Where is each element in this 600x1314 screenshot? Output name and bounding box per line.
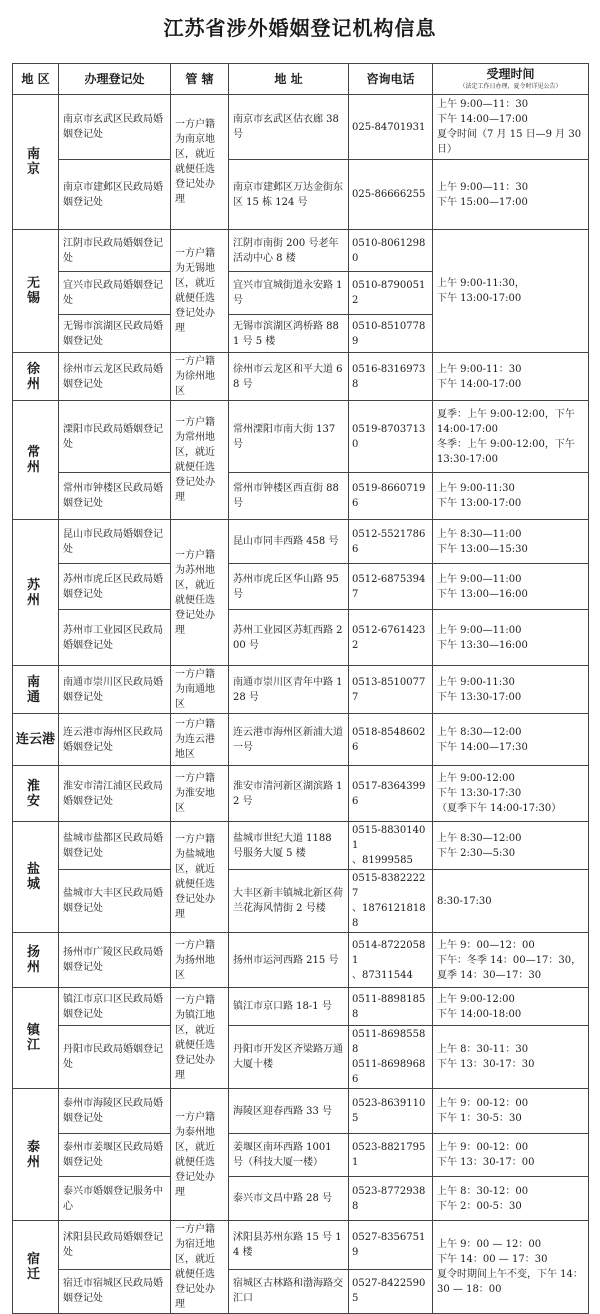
jurisdiction-cell: 一方户籍为苏州地区，就近就便任选登记处办理	[171, 520, 229, 666]
table-row	[13, 230, 589, 272]
document-title: 江苏省涉外婚姻登记机构信息	[163, 16, 437, 40]
phone-cell: 0512-67614232	[349, 610, 433, 666]
jurisdiction-cell: 一方户籍为无锡地区，就近就便任选登记处办理	[171, 230, 229, 353]
table-row	[13, 353, 589, 401]
office-cell: 徐州市云龙区民政局婚姻登记处	[59, 353, 171, 401]
address-cell: 海陵区迎春西路 33 号	[229, 1089, 349, 1134]
address-cell: 常州市钟楼区西直街 88 号	[229, 473, 349, 520]
address-cell: 南京市建邺区万达金街东区 15 栋 124 号	[229, 160, 349, 230]
jurisdiction-cell: 一方户籍为淮安地区	[171, 766, 229, 822]
address-cell: 大丰区新丰镇城北新区荷兰花海风情街 2 号楼	[229, 870, 349, 933]
hours-cell: 上午 8：30-12：00 下午 2：00-5：30	[433, 1177, 589, 1221]
phone-cell: 0511-88981858	[349, 988, 433, 1026]
hours-cell: 上午 9:00—11：30 下午 14:00—17:00 夏令时间（7 月 15 日—9 月 30 日）	[433, 95, 589, 160]
office-cell: 苏州市工业园区民政局婚姻登记处	[59, 610, 171, 666]
jurisdiction-cell: 一方户籍为扬州地区	[171, 933, 229, 988]
address-cell: 无锡市滨湖区鸿桥路 881 号 5 楼	[229, 315, 349, 353]
hours-cell: 上午 8:30—12:00 下午 2:30—5:30	[433, 822, 589, 870]
hours-cell: 8:30-17:30	[433, 870, 589, 933]
region-cell: 常 州	[13, 401, 59, 520]
office-cell: 盐城市大丰区民政局婚姻登记处	[59, 870, 171, 933]
address-cell: 丹阳市开发区齐梁路万通大厦十楼	[229, 1026, 349, 1089]
hours-cell: 上午 9：00-12：00 下午 1：30-5：30	[433, 1089, 589, 1134]
table-row	[13, 1177, 589, 1221]
address-cell: 昆山市同丰西路 458 号	[229, 520, 349, 564]
phone-cell: 0516-83169738	[349, 353, 433, 401]
table-row	[13, 610, 589, 666]
address-cell: 镇江市京口路 18-1 号	[229, 988, 349, 1026]
region-cell: 淮 安	[13, 766, 59, 822]
table-row	[13, 870, 589, 933]
region-cell: 宿 迁	[13, 1221, 59, 1314]
header-phone: 咨询电话	[349, 64, 433, 95]
table-row	[13, 520, 589, 564]
address-cell: 泰兴市文昌中路 28 号	[229, 1177, 349, 1221]
table-row	[13, 933, 589, 988]
office-cell: 宜兴市民政局婚姻登记处	[59, 272, 171, 315]
table-row	[13, 1134, 589, 1177]
header-address: 地 址	[229, 64, 349, 95]
header-office: 办理登记处	[59, 64, 171, 95]
office-cell: 常州市钟楼区民政局婚姻登记处	[59, 473, 171, 520]
hours-cell: 上午 9:00-12:00 下午 13:30-17:30 （夏季下午 14:00-17:30）	[433, 766, 589, 822]
office-cell: 宿迁市宿城区民政局婚姻登记处	[59, 1269, 171, 1313]
office-cell: 南京市建邺区民政局婚姻登记处	[59, 160, 171, 230]
phone-cell: 0510-87900512	[349, 272, 433, 315]
phone-cell: 0527-83567519	[349, 1221, 433, 1270]
address-cell: 连云港市海州区新浦大道一号	[229, 714, 349, 766]
office-cell: 泰州市姜堰区民政局婚姻登记处	[59, 1134, 171, 1177]
table-row	[13, 160, 589, 230]
address-cell: 盐城市世纪大道 1188 号服务大厦 5 楼	[229, 822, 349, 870]
phone-cell: 0515-83822227 、18761218188	[349, 870, 433, 933]
address-cell: 宿城区古林路和渤海路交汇口	[229, 1269, 349, 1313]
table-row	[13, 714, 589, 766]
header-row	[13, 64, 589, 95]
phone-cell: 0513-85100777	[349, 666, 433, 714]
table-row	[13, 822, 589, 870]
table-row	[13, 1026, 589, 1089]
region-cell: 盐 城	[13, 822, 59, 933]
hours-cell: 上午 9:00—11:00 下午 13:00—16:00	[433, 564, 589, 610]
jurisdiction-cell: 一方户籍为盐城地区，就近就便任选登记处办理	[171, 822, 229, 933]
address-cell: 南通市崇川区青年中路 128 号	[229, 666, 349, 714]
hours-cell: 上午 9:00—11:00 下午 13:30—16:00	[433, 610, 589, 666]
phone-cell: 025-84701931	[349, 95, 433, 160]
region-cell: 南 京	[13, 95, 59, 230]
phone-cell: 0519-86607196	[349, 473, 433, 520]
hours-cell: 上午 9:00-11:30， 下午 13:00-17:00	[433, 230, 589, 353]
region-cell: 镇 江	[13, 988, 59, 1089]
address-cell: 徐州市云龙区和平大道 68 号	[229, 353, 349, 401]
jurisdiction-cell: 一方户籍为南通地区	[171, 666, 229, 714]
office-cell: 无锡市滨湖区民政局婚姻登记处	[59, 315, 171, 353]
hours-cell: 上午 8：30-11：30 下午 13：30-17：30	[433, 1026, 589, 1089]
table-row	[13, 1089, 589, 1134]
jurisdiction-cell: 一方户籍为宿迁地区，就近就便任选登记处办理	[171, 1221, 229, 1314]
address-cell: 苏州工业园区苏虹西路 200 号	[229, 610, 349, 666]
phone-cell: 0523-87729388	[349, 1177, 433, 1221]
office-cell: 江阴市民政局婚姻登记处	[59, 230, 171, 272]
hours-cell: 上午 9:00—11：30 下午 15:00—17:00	[433, 160, 589, 230]
jurisdiction-cell: 一方户籍为连云港地区	[171, 714, 229, 766]
address-cell: 江阴市南街 200 号老年活动中心 8 楼	[229, 230, 349, 272]
table-row	[13, 988, 589, 1026]
hours-cell: 上午 9：00 — 12：00 下午 14：00 — 17：30 夏令时期间上午不变，下午 14：30 — 18：00	[433, 1221, 589, 1314]
address-cell: 南京市玄武区估衣廊 38 号	[229, 95, 349, 160]
jurisdiction-cell: 一方户籍为泰州地区，就近就便任选登记处办理	[171, 1089, 229, 1221]
hours-cell: 上午 9:00-12:00 下午 14:00-18:00	[433, 988, 589, 1026]
table-row	[13, 401, 589, 473]
phone-cell: 025-86666255	[349, 160, 433, 230]
header-jurisdiction: 管 辖	[171, 64, 229, 95]
region-cell: 连云港	[13, 714, 59, 766]
address-cell: 姜堰区南环西路 1001 号（科技大厦一楼）	[229, 1134, 349, 1177]
table-row	[13, 95, 589, 160]
region-cell: 苏 州	[13, 520, 59, 666]
phone-cell: 0523-86391105	[349, 1089, 433, 1134]
phone-cell: 0510-80612980	[349, 230, 433, 272]
phone-cell: 0527-84225905	[349, 1269, 433, 1313]
region-cell: 泰 州	[13, 1089, 59, 1221]
office-cell: 泰州市海陵区民政局婚姻登记处	[59, 1089, 171, 1134]
office-cell: 苏州市虎丘区民政局婚姻登记处	[59, 564, 171, 610]
phone-cell: 0515-88301401 、81999585	[349, 822, 433, 870]
office-cell: 盐城市盐都区民政局婚姻登记处	[59, 822, 171, 870]
table-row	[13, 473, 589, 520]
address-cell: 扬州市运河西路 215 号	[229, 933, 349, 988]
office-cell: 扬州市广陵区民政局婚姻登记处	[59, 933, 171, 988]
hours-cell: 上午 9：00-12：00 下午 13：30-17：00	[433, 1134, 589, 1177]
hours-cell: 上午 9:00-11:30 下午 13:30-17:00	[433, 666, 589, 714]
phone-cell: 0519-87037130	[349, 401, 433, 473]
table-row	[13, 766, 589, 822]
office-cell: 连云港市海州区民政局婚姻登记处	[59, 714, 171, 766]
jurisdiction-cell: 一方户籍为常州地区，就近就便任选登记处办理	[171, 401, 229, 520]
hours-cell: 夏季：上午 9:00-12:00，下午 14:00-17:00 冬季：上午 9:00-12:00，下午 13:30-17:00	[433, 401, 589, 473]
office-cell: 镇江市京口区民政局婚姻登记处	[59, 988, 171, 1026]
region-cell: 徐 州	[13, 353, 59, 401]
table-row	[13, 564, 589, 610]
address-cell: 苏州市虎丘区华山路 95 号	[229, 564, 349, 610]
table-row	[13, 666, 589, 714]
region-cell: 南 通	[13, 666, 59, 714]
address-cell: 淮安市清河新区湖滨路 12 号	[229, 766, 349, 822]
office-cell: 泰兴市婚姻登记服务中心	[59, 1177, 171, 1221]
hours-cell: 上午 8:30—12:00 下午 14:00—17:30	[433, 714, 589, 766]
phone-cell: 0517-83643996	[349, 766, 433, 822]
address-cell: 宜兴市宜城街道永安路 1 号	[229, 272, 349, 315]
registry-table	[12, 63, 589, 1314]
table-row	[13, 1221, 589, 1270]
jurisdiction-cell: 一方户籍为徐州地区	[171, 353, 229, 401]
jurisdiction-cell: 一方户籍为镇江地区，就近就便任选登记处办理	[171, 988, 229, 1089]
hours-cell: 上午 9:00-11:30 下午 13:00-17:00	[433, 473, 589, 520]
phone-cell: 0510-85107789	[349, 315, 433, 353]
office-cell: 昆山市民政局婚姻登记处	[59, 520, 171, 564]
phone-cell: 0511-86985588 0511-86989686	[349, 1026, 433, 1089]
office-cell: 溧阳市民政局婚姻登记处	[59, 401, 171, 473]
hours-cell: 上午 8:30—11:00 下午 13:00—15:30	[433, 520, 589, 564]
office-cell: 南京市玄武区民政局婚姻登记处	[59, 95, 171, 160]
office-cell: 沭阳县民政局婚姻登记处	[59, 1221, 171, 1270]
region-cell: 无 锡	[13, 230, 59, 353]
phone-cell: 0512-55217866	[349, 520, 433, 564]
header-hours-note: （法定工作日办理，夏令时详见公告）	[459, 83, 562, 90]
office-cell: 丹阳市民政局婚姻登记处	[59, 1026, 171, 1089]
hours-cell: 上午 9:00-11：30 下午 14:00-17:00	[433, 353, 589, 401]
phone-cell: 0514-87220581 、87311544	[349, 933, 433, 988]
hours-cell: 上午 9：00—12：00 下午：冬季 14：00—17：30，夏季 14：30—17：30	[433, 933, 589, 988]
phone-cell: 0523-88217951	[349, 1134, 433, 1177]
header-region: 地 区	[13, 64, 59, 95]
phone-cell: 0518-85486026	[349, 714, 433, 766]
address-cell: 常州溧阳市南大街 137 号	[229, 401, 349, 473]
office-cell: 淮安市清江浦区民政局婚姻登记处	[59, 766, 171, 822]
header-hours: 受理时间 （法定工作日办理，夏令时详见公告）	[433, 64, 589, 95]
phone-cell: 0512-68753947	[349, 564, 433, 610]
region-cell: 扬 州	[13, 933, 59, 988]
office-cell: 南通市崇川区民政局婚姻登记处	[59, 666, 171, 714]
address-cell: 沭阳县苏州东路 15 号 14 楼	[229, 1221, 349, 1270]
jurisdiction-cell: 一方户籍为南京地区，就近就便任选登记处办理	[171, 95, 229, 230]
